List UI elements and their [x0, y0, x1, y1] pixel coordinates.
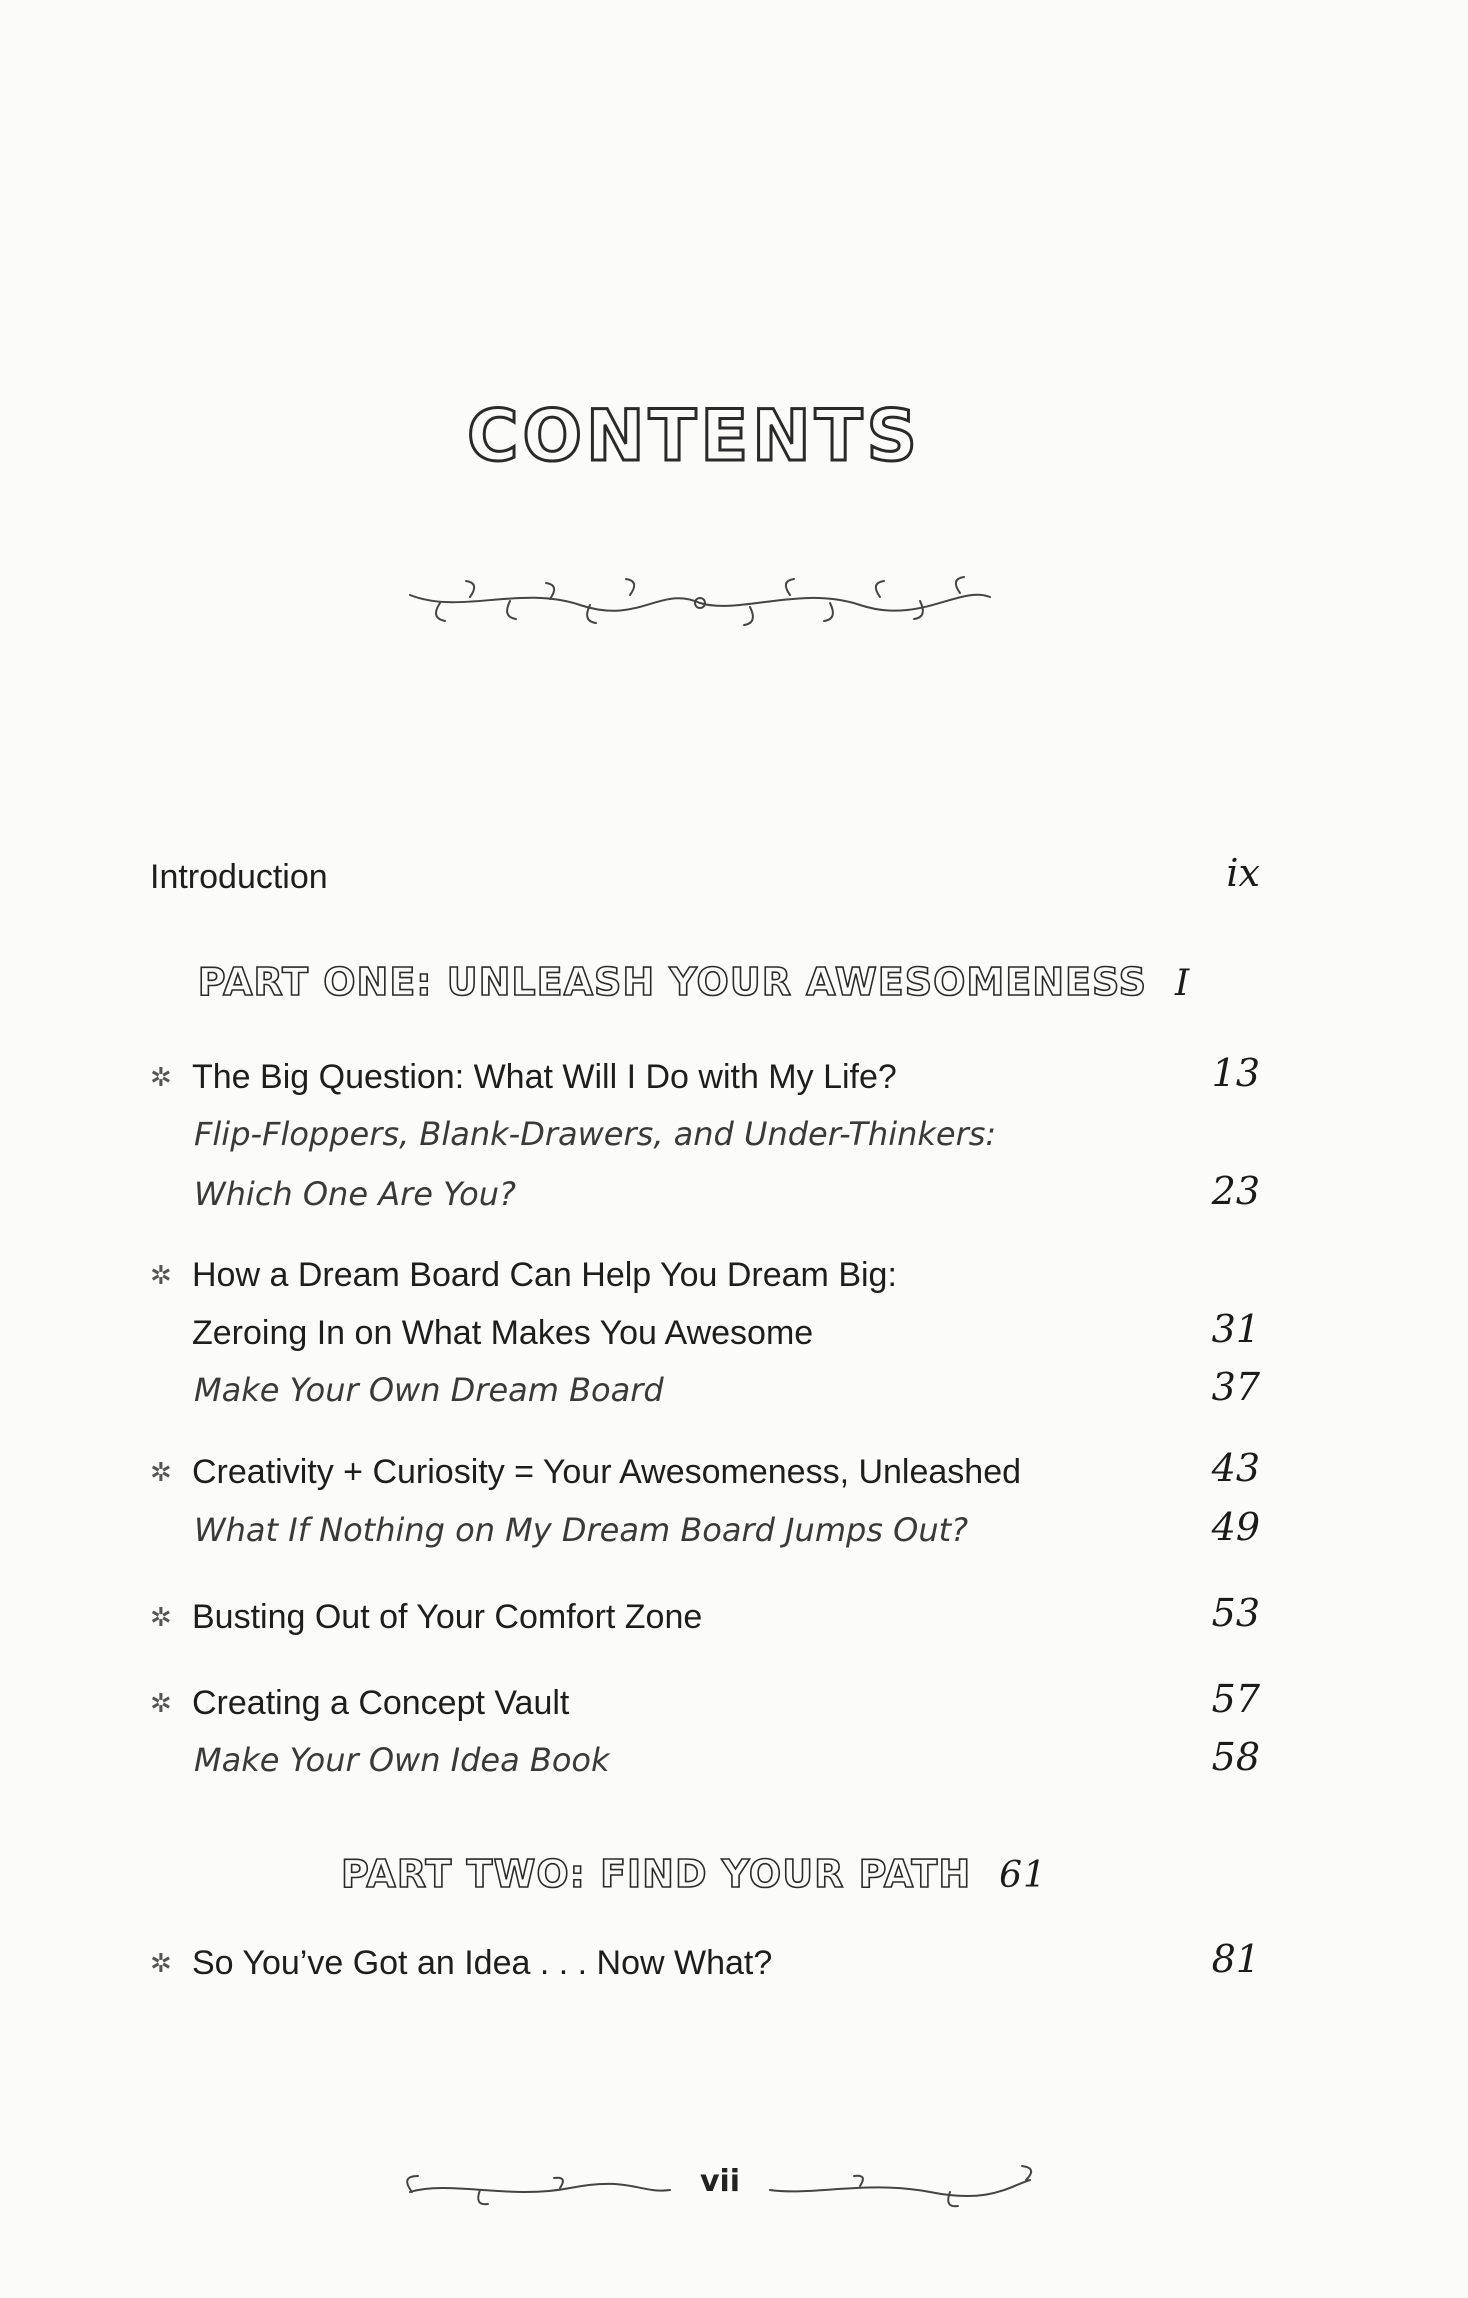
entry-label: The Big Question: What Will I Do with My Life?: [192, 1058, 897, 1096]
entry-label: Creativity + Curiosity = Your Awesomeness, Unleashed: [192, 1453, 1022, 1491]
part-label: PART TWO: FIND YOUR PATH: [341, 1852, 972, 1896]
asterisk-icon: ✲: [150, 1260, 172, 1290]
entry-page: 58: [1211, 1735, 1260, 1779]
entry-label: Make Your Own Dream Board: [194, 1371, 664, 1409]
entry-page: 23: [1211, 1169, 1260, 1213]
entry-page: ix: [1226, 851, 1260, 895]
entry-page: 13: [1211, 1051, 1260, 1095]
part-page: 61: [999, 1855, 1047, 1896]
entry-label: Busting Out of Your Comfort Zone: [192, 1598, 703, 1636]
asterisk-icon: ✲: [150, 1062, 172, 1092]
entry-page: 31: [1211, 1307, 1260, 1351]
entry-label: Creating a Concept Vault: [192, 1684, 570, 1722]
asterisk-icon: ✲: [150, 1457, 172, 1487]
entry-page: 37: [1211, 1365, 1260, 1409]
part-label: PART ONE: UNLEASH YOUR AWESOMENESS: [197, 960, 1147, 1004]
entry-page: 53: [1211, 1591, 1260, 1635]
part-two-heading[interactable]: [0, 1852, 1388, 1896]
page-number: vii: [699, 2164, 741, 2199]
entry-label: Which One Are You?: [194, 1175, 516, 1213]
entry-label: How a Dream Board Can Help You Dream Big:: [192, 1256, 897, 1294]
entry-page: 57: [1211, 1677, 1260, 1721]
entry-label: So You’ve Got an Idea . . . Now What?: [192, 1944, 773, 1982]
entry-label: Make Your Own Idea Book: [194, 1741, 610, 1779]
part-one-heading[interactable]: [0, 960, 1388, 1004]
entry-label: What If Nothing on My Dream Board Jumps Out?: [194, 1511, 969, 1549]
page-title: CONTENTS: [467, 395, 921, 477]
asterisk-icon: ✲: [150, 1602, 172, 1632]
vine-flourish-icon: [400, 575, 1000, 635]
entry-label: Flip-Floppers, Blank-Drawers, and Under-Thinkers:: [194, 1115, 997, 1153]
entry-label: Zeroing In on What Makes You Awesome: [192, 1314, 814, 1352]
entry-page: 49: [1211, 1505, 1260, 1549]
part-page: I: [1175, 963, 1191, 1004]
entry-page: 43: [1211, 1446, 1260, 1490]
page-footer: [390, 2150, 1050, 2220]
entry-page: 81: [1211, 1937, 1260, 1981]
entry-label: Introduction: [150, 858, 328, 896]
asterisk-icon: ✲: [150, 1688, 172, 1718]
asterisk-icon: ✲: [150, 1948, 172, 1978]
